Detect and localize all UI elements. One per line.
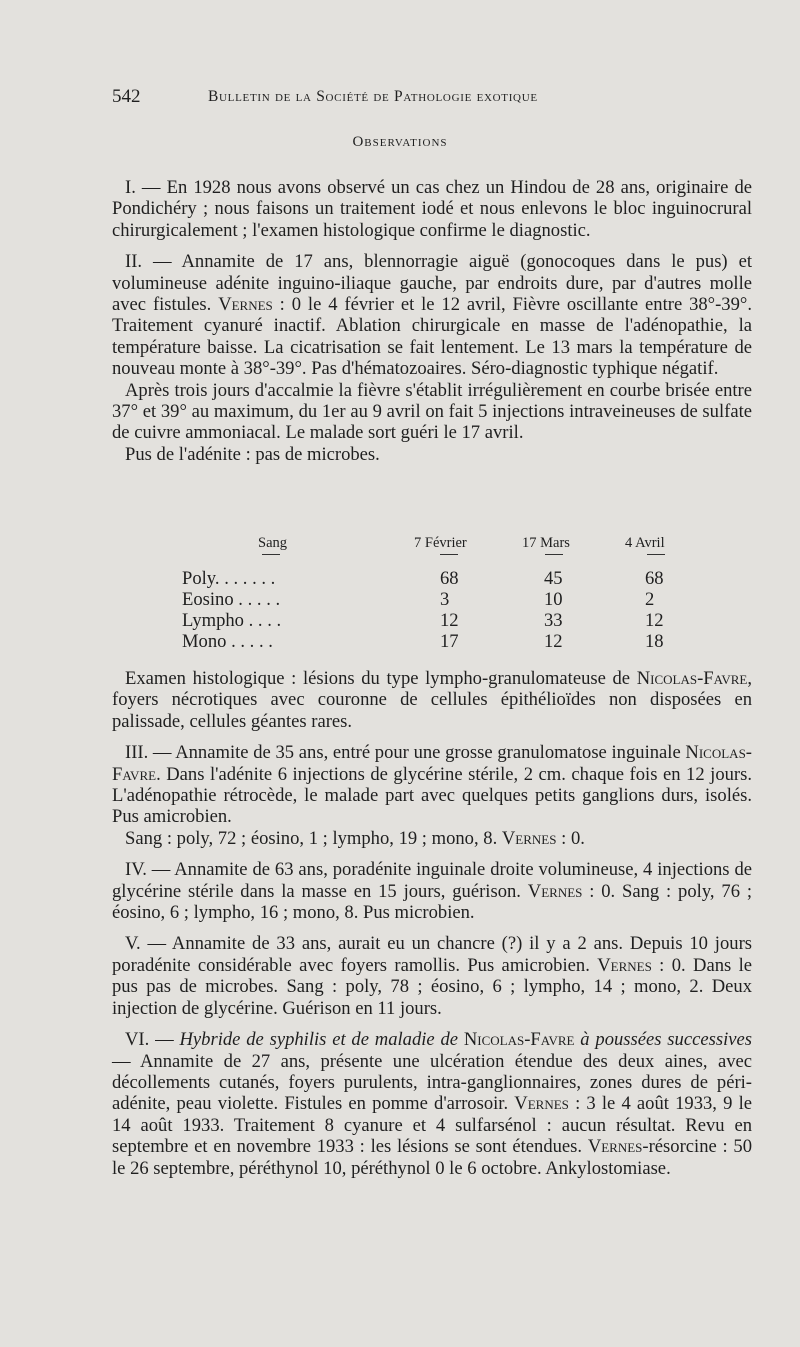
header-rule bbox=[262, 554, 280, 555]
row-label: Eosino . . . . . bbox=[182, 589, 281, 610]
observation-6: VI. — Hybride de syphilis et de maladie de Nicolas-Favre à poussées successives — Annamite de 27 ans, présente une ulcération étendue des deux aines, avec décollements cutanés, foyers purulents, intra-ganglionnaires, zones dures de péri-adénite, peau violette. Fistules en pomme d'arrosoir. Vernes : 3 le 4 août 1933, 9 le 14 août 1933. Traitement 8 cyanure et 4 sulfarsénol : aucun résultat. Revu en septembre et en novembre 1933 : les lésions se sont étendues. Vernes-résorcine : 50 le 26 septembre, péréthynol 10, péréthynol 0 le 6 octobre. Ankylostomiase. bbox=[112, 1029, 753, 1179]
table-row bbox=[0, 589, 800, 610]
text-block-top bbox=[112, 177, 752, 465]
cell-value: 45 bbox=[544, 568, 563, 589]
page-number: 542 bbox=[112, 86, 141, 107]
observation-2: II. — Annamite de 17 ans, blennorragie aiguë (gonocoques dans le pus) et volumineuse adénite inguino-iliaque gauche, par endroits dure, par d'autres molle avec fistules. Vernes : 0 le 4 février et le 12 avril, Fièvre oscillante entre 38°-39°. Traitement cyanuré inactif. Ablation chirurgicale en masse de l'adénopathie, la température baisse. La cicatrisation se fait lentement. Le 13 mars la température de nouveau monte à 38°-39°. Pas d'hématozoaires. Séro-diagnostic typhique négatif. bbox=[112, 251, 752, 380]
observation-2-pus: Pus de l'adénite : pas de microbes. bbox=[125, 443, 380, 465]
blood-table-header bbox=[0, 535, 800, 565]
cell-value: 12 bbox=[645, 610, 664, 631]
section-title: Observations bbox=[352, 134, 448, 150]
header-rule bbox=[440, 554, 458, 555]
cell-value: 68 bbox=[645, 568, 664, 589]
col-header-avril: 4 Avril bbox=[625, 535, 665, 551]
table-row bbox=[0, 610, 800, 631]
cell-value: 17 bbox=[440, 631, 459, 652]
header-rule bbox=[545, 554, 563, 555]
table-row bbox=[0, 568, 800, 589]
col-header-mars: 17 Mars bbox=[522, 535, 570, 551]
cell-value: 10 bbox=[544, 589, 563, 610]
observation-1: I. — En 1928 nous avons observé un cas chez un Hindou de 28 ans, originaire de Pondichéry ; nous faisons un traitement iodé et nous enlevons le bloc inguinocrural chirurgicalement ; l'examen histologique confirme le diagnostic. bbox=[112, 177, 752, 241]
cell-value: 3 bbox=[440, 589, 450, 610]
cell-value: 18 bbox=[645, 631, 664, 652]
running-title: Bulletin de la Société de Pathologie exotique bbox=[208, 88, 538, 105]
col-header-sang: Sang bbox=[258, 535, 287, 551]
col-header-fevrier: 7 Février bbox=[414, 535, 467, 551]
cell-value: 2 bbox=[645, 589, 655, 610]
text-block-bottom bbox=[112, 668, 752, 1179]
histology-paragraph: Examen histologique : lésions du type lympho-granulomateuse de Nicolas-Favre, foyers nécrotiques avec couronne de cellules épithélioïdes non disposées en palissade, cellules géantes rares. bbox=[112, 668, 752, 732]
cell-value: 12 bbox=[544, 631, 563, 652]
observation-3: III. — Annamite de 35 ans, entré pour une grosse granulomatose inguinale Nicolas-Favre. Dans l'adénite 6 injections de glycérine stérile, 2 cm. chaque fois en 12 jours. L'adénopathie rétrocède, le malade part avec quelques petits ganglions durs, isolés. Pus amicrobien. bbox=[112, 742, 752, 828]
row-label: Lympho . . . . bbox=[182, 610, 282, 631]
row-label: Poly. . . . . . . bbox=[182, 568, 276, 589]
observation-5: V. — Annamite de 33 ans, aurait eu un chancre (?) il y a 2 ans. Depuis 10 jours poradénite considérable avec foyers ramollis. Pus amicrobien. Vernes : 0. Dans le pus pas de microbes. Sang : poly, 78 ; éosino, 6 ; lympho, 14 ; mono, 2. Deux injection de glycérine. Guérison en 11 jours. bbox=[112, 933, 753, 1019]
header-rule bbox=[647, 554, 665, 555]
observation-2-course: Après trois jours d'accalmie la fièvre s'établit irrégulièrement en courbe brisée entre 37° et 39° au maximum, du 1er au 9 avril on fait 5 injections intraveineuses de sulfate de cuivre ammoniacal. Le malade sort guéri le 17 avril. bbox=[112, 379, 752, 444]
page-header bbox=[112, 86, 672, 110]
cell-value: 68 bbox=[440, 568, 459, 589]
cell-value: 12 bbox=[440, 610, 459, 631]
cell-value: 33 bbox=[544, 610, 563, 631]
table-row bbox=[0, 631, 800, 652]
observation-3-blood: Sang : poly, 72 ; éosino, 1 ; lympho, 19 ; mono, 8. Vernes : 0. bbox=[125, 827, 585, 849]
observation-4: IV. — Annamite de 63 ans, poradénite inguinale droite volumineuse, 4 injections de glycérine stérile dans la masse en 15 jours, guérison. Vernes : 0. Sang : poly, 76 ; éosino, 6 ; lympho, 16 ; mono, 8. Pus microbien. bbox=[112, 859, 752, 924]
row-label: Mono . . . . . bbox=[182, 631, 273, 652]
